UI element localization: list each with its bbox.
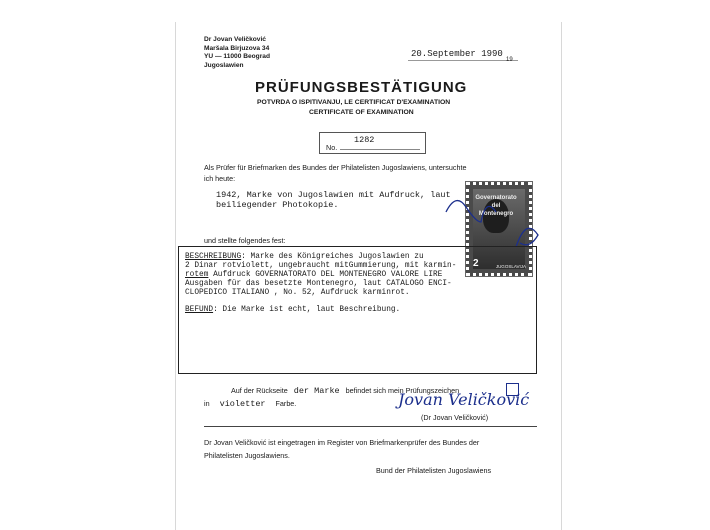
color-suffix: Farbe. xyxy=(275,399,297,408)
stamp-country: JUGOSLAVIJA xyxy=(495,264,526,269)
footer-org: Bund der Philatelisten Jugoslawiens xyxy=(376,466,492,475)
sender-line: Maršala Birjuzova 34 xyxy=(204,44,270,52)
stamp-overprint: Montenegro xyxy=(478,211,514,217)
certificate-subtitle: POTVRDA O ISPITIVANJU, LE CERTIFICAT D'EXAMINATION xyxy=(257,99,451,106)
signature-caption: (Dr Jovan Veličković) xyxy=(421,413,489,422)
examiner-signature: Jovan Veličković xyxy=(398,390,530,409)
number-box xyxy=(319,132,426,154)
register-line: Philatelisten Jugoslawiens. xyxy=(204,451,290,460)
color-fill: violetter xyxy=(219,399,266,409)
stamp-overprint: del xyxy=(491,203,501,209)
sender-line: Jugoslawien xyxy=(204,61,244,69)
certificate-number: 1282 xyxy=(354,135,375,145)
description-line: Ausgaben für das besetzte Montenegro, laut CATALOGO ENCI- xyxy=(185,280,452,288)
item-line: beiliegender Photokopie. xyxy=(216,200,339,210)
description-line: CLOPEDICO ITALIANO , No. 52, Aufdruck karminrot. xyxy=(185,289,410,297)
back-mark-text: befindet sich mein Prüfungszeichen xyxy=(345,386,460,395)
description-line xyxy=(185,253,424,262)
sender-line: Dr Jovan Veličković xyxy=(204,36,266,43)
stamp-overprint: Governatorato xyxy=(475,195,517,201)
certificate-subtitle-en: CERTIFICATE OF EXAMINATION xyxy=(309,109,414,116)
stated-text: und stellte folgendes fest: xyxy=(204,236,286,245)
date-suffix: 19 xyxy=(506,57,513,63)
stamp-value: 2 xyxy=(473,258,479,269)
description-line xyxy=(185,271,442,280)
intro-text: Als Prüfer für Briefmarken des Bundes der Philatelisten Jugoslawiens, untersuchte xyxy=(204,163,467,172)
back-mark-prefix: Auf der Rückseite xyxy=(231,386,288,395)
number-label: No. xyxy=(326,143,338,152)
description-text: : Marke des Königreiches Jugoslawien zu xyxy=(241,253,424,261)
register-line: Dr Jovan Veličković ist eingetragen im Register von Briefmarkenprüfer des Bundes der xyxy=(204,438,480,447)
description-label: BESCHREIBUNG xyxy=(185,253,242,261)
intro-text-cont: ich heute: xyxy=(204,174,236,183)
description-line: 2 Dinar rotviolett, ungebraucht mitGummierung, mit karmin- xyxy=(185,262,457,270)
finding-text: : Die Marke ist echt, laut Beschreibung. xyxy=(213,306,401,314)
number-underline xyxy=(340,149,420,150)
description-box xyxy=(178,246,537,374)
description-color-word: rotem xyxy=(185,271,209,279)
certificate-page xyxy=(175,22,562,530)
sender-line: YU — 11000 Beograd xyxy=(204,53,270,60)
color-prefix: in xyxy=(204,399,210,408)
color-line xyxy=(204,399,296,409)
description-text: Aufdruck GOVERNATORATO DEL MONTENEGRO VALORE LIRE xyxy=(208,271,443,279)
sender-address xyxy=(204,36,270,70)
certificate-date: 20.September 1990 xyxy=(411,49,503,59)
finding-line xyxy=(185,306,400,315)
divider-rule xyxy=(204,426,537,427)
register-text xyxy=(204,438,479,460)
back-mark-fill: der Marke xyxy=(293,386,340,396)
item-description xyxy=(216,190,451,210)
certificate-title: PRÜFUNGSBESTÄTIGUNG xyxy=(255,79,468,96)
date-underline xyxy=(408,60,518,61)
finding-label: BEFUND xyxy=(185,306,214,314)
item-line: 1942, Marke von Jugoslawien mit Aufdruck, laut xyxy=(216,190,451,200)
